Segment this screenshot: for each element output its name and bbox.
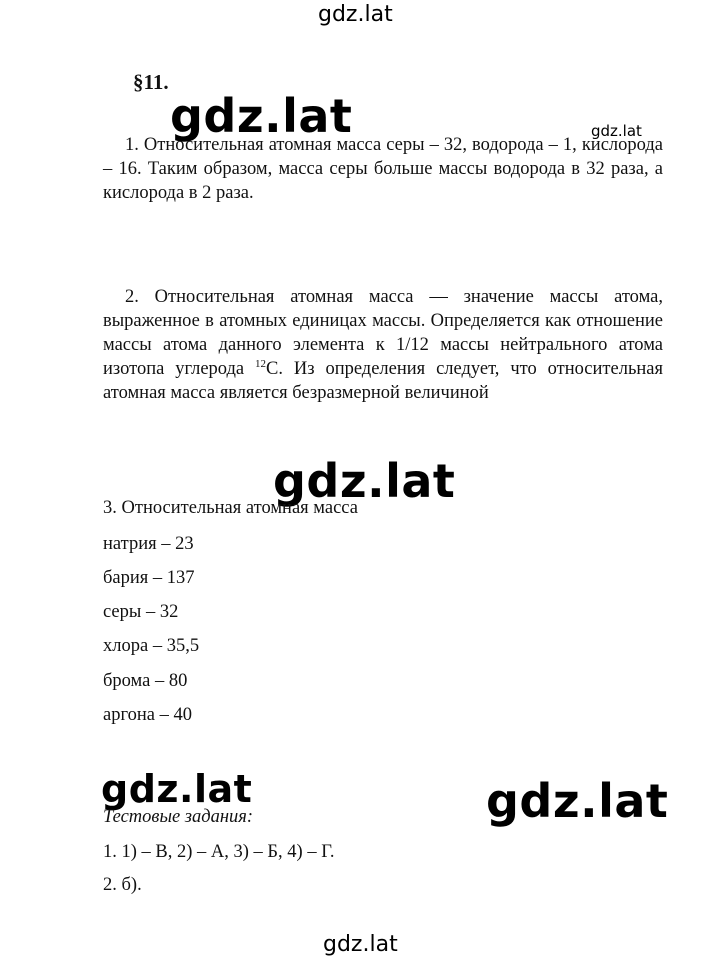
watermark-large: gdz.lat xyxy=(486,774,669,828)
watermark-large: gdz.lat xyxy=(170,89,353,143)
test-answer-2: 2. б). xyxy=(103,875,142,895)
list-title: 3. Относительная атомная масса xyxy=(103,498,358,518)
paragraph-2-text-end: C. Из определения следует, что относительная атомная масса является безразмерной величиной xyxy=(103,359,664,403)
list-item: серы – 32 xyxy=(103,602,179,622)
tests-title: Тестовые задания: xyxy=(103,807,254,827)
paragraph-1: 1. Относительная атомная масса серы – 32, водорода – 1, кислорода – 16. Таким образом, масса серы больше массы водорода в 32 раза, а кислорода в 2 раза. xyxy=(103,135,663,203)
watermark-large: gdz.lat xyxy=(101,767,253,811)
watermark-large: gdz.lat xyxy=(273,454,456,508)
list-item: натрия – 23 xyxy=(103,534,194,554)
list-item: аргона – 40 xyxy=(103,705,192,725)
list-item: брома – 80 xyxy=(103,671,188,691)
watermark-bottom: gdz.lat xyxy=(323,932,398,957)
paragraph-2-text: 2. Относительная атомная масса — значение массы атома, выраженное в атомных единицах массы. Определяется как отношение массы атома данного элемента к 1/12 массы нейтрального атома изотопа углерода xyxy=(103,287,663,379)
test-answer-1: 1. 1) – В, 2) – А, 3) – Б, 4) – Г. xyxy=(103,842,335,862)
list-item: бария – 137 xyxy=(103,568,195,588)
paragraph-2 xyxy=(103,285,663,405)
watermark-top: gdz.lat xyxy=(318,2,393,27)
section-title: §11. xyxy=(133,70,169,94)
isotope-superscript: 12 xyxy=(255,358,267,370)
watermark-small: gdz.lat xyxy=(591,122,642,140)
list-item: хлора – 35,5 xyxy=(103,636,200,656)
